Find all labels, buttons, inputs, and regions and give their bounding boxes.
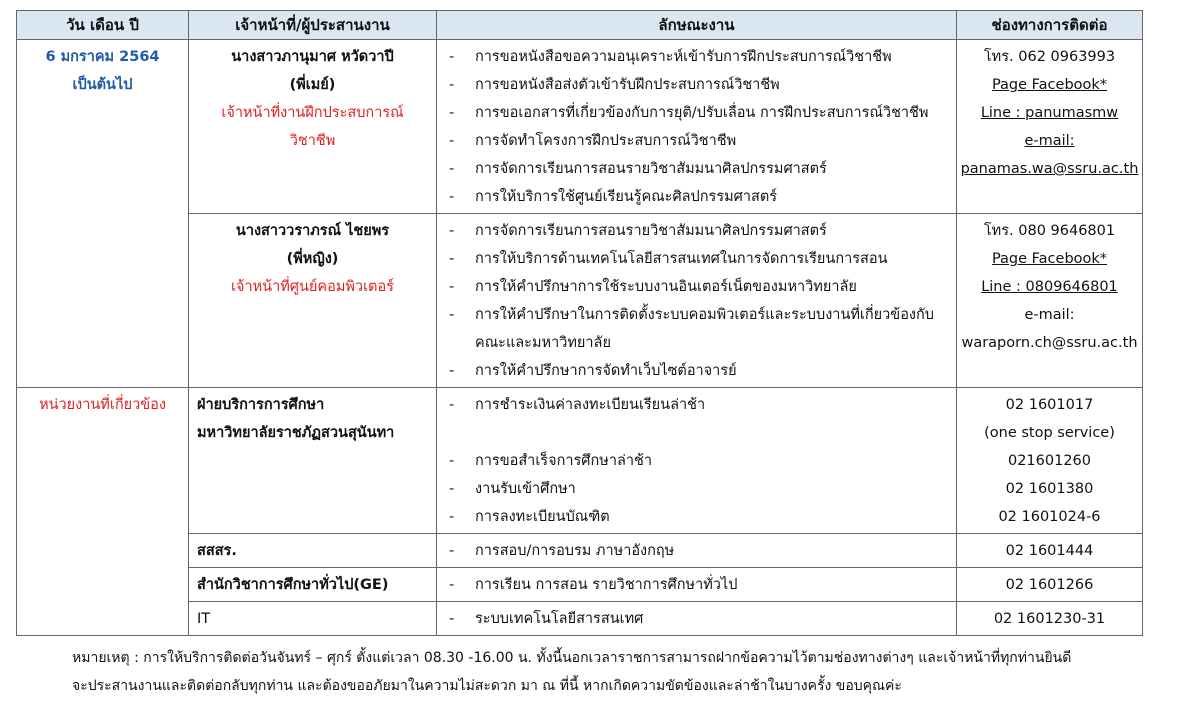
header-tasks: ลักษณะงาน [437,11,957,40]
tasks-cell [437,388,957,534]
unit-cell: IT [189,602,437,636]
date-suffix: เป็นต้นไป [72,77,133,93]
task-item: - การชำระเงินค่าลงทะเบียนเรียนล่าช้า [437,391,956,419]
task-item: - การให้บริการด้านเทคโนโลยีสารสนเทศในการจัดการเรียนการสอน [437,245,956,273]
task-item: - การขอเอกสารที่เกี่ยวข้องกับการยุติ/ปรับเลื่อน การฝึกประสบการณ์วิชาชีพ [437,99,956,127]
staff-nickname: (พี่เมย์) [289,77,336,93]
contact-table-sheet [16,10,1142,636]
task-item: - การให้คำปรึกษาการจัดทำเว็บไซต์อาจารย์ [437,357,956,385]
unit-name-cont: มหาวิทยาลัยราชภัฏสวนสุนันทา [197,425,395,441]
phone-text: โทร. 080 9646801 [983,223,1116,239]
facebook-link[interactable]: Page Facebook* [991,251,1108,267]
unit-cell: สำนักวิชาการศึกษาทั่วไป(GE) [189,568,437,602]
line-link[interactable]: Line : 0809646801 [981,279,1118,295]
facebook-link[interactable]: Page Facebook* [991,77,1108,93]
tasks-cell [437,214,957,388]
phone-text: 021601260 [1007,453,1092,469]
task-item: - การลงทะเบียนบัณฑิต [437,503,956,531]
staff-name: นางสาววราภรณ์ ไชยพร [235,223,390,239]
phone-text: โทร. 062 0963993 [983,49,1116,65]
email-label: e-mail: [1024,133,1075,149]
staff-role-cont: วิชาชีพ [289,133,336,149]
task-gap [437,419,956,447]
contact-cell: 02 1601444 [957,534,1143,568]
phone-text: 02 1601024-6 [998,509,1101,525]
staff-role: เจ้าหน้าที่งานฝึกประสบการณ์ [221,105,404,121]
date-cell [17,40,189,388]
header-staff: เจ้าหน้าที่/ผู้ประสานงาน [189,11,437,40]
task-item: - การจัดการเรียนการสอนรายวิชาสัมมนาศิลปกรรมศาสตร์ [437,155,956,183]
task-item: - การจัดการเรียนการสอนรายวิชาสัมมนาศิลปกรรมศาสตร์ [437,217,956,245]
header-contact: ช่องทางการติดต่อ [957,11,1143,40]
email-link[interactable]: waraporn.ch@ssru.ac.th [961,335,1138,351]
tasks-cell [437,40,957,214]
staff-cell [189,40,437,214]
header-date: วัน เดือน ปี [17,11,189,40]
footnote-line: จะประสานงานและติดต่อกลับทุกท่าน และต้องขออภัยมาในความไม่สะดวก มา ณ ที่นี้ หากเกิดความขัดข้องและล่าช้าในบางครั้ง ขอบคุณค่ะ [72,678,902,694]
date-text: 6 มกราคม 2564 [45,49,160,65]
contact-table [16,10,1143,636]
phone-text: 02 1601380 [1005,481,1094,497]
tasks-cell [437,568,957,602]
footnote [72,644,1172,700]
unit-cell: สสสร. [189,534,437,568]
contact-cell [957,40,1143,214]
task-item: - ระบบเทคโนโลยีสารสนเทศ [437,605,956,633]
task-item: - การให้บริการใช้ศูนย์เรียนรู้คณะศิลปกรรมศาสตร์ [437,183,956,211]
dept-cell: หน่วยงานที่เกี่ยวข้อง [17,388,189,636]
staff-role: เจ้าหน้าที่ศูนย์คอมพิวเตอร์ [231,279,394,295]
tasks-cell [437,534,957,568]
task-item: - การให้คำปรึกษาการใช้ระบบงานอินเตอร์เน็ตของมหาวิทยาลัย [437,273,956,301]
header-row [17,11,1143,40]
unit-cell [189,388,437,534]
tasks-cell [437,602,957,636]
contact-cell [957,388,1143,534]
phone-text: 02 1601017 [1005,397,1094,413]
task-item: - การขอหนังสือขอความอนุเคราะห์เข้ารับการฝึกประสบการณ์วิชาชีพ [437,43,956,71]
line-link[interactable]: Line : panumasmw [980,105,1119,121]
staff-name: นางสาวภานุมาศ หวัดวาปี [231,49,394,65]
task-item: - การขอสำเร็จการศึกษาล่าช้า [437,447,956,475]
email-label: e-mail: [1024,307,1075,323]
unit-name: ฝ่ายบริการการศึกษา [197,397,325,413]
footnote-line: หมายเหตุ : การให้บริการติดต่อวันจันทร์ – ศุกร์ ตั้งแต่เวลา 08.30 -16.00 น. ทั้งนี้นอกเวลาราชการสามารถฝากข้อความไว้ตามช่องทางต่างๆ และเจ้าหน้าที่ทุกท่านยินดี [72,650,1072,666]
table-row [17,40,1143,214]
task-item: - งานรับเข้าศึกษา [437,475,956,503]
task-item: - การเรียน การสอน รายวิชาการศึกษาทั่วไป [437,571,956,599]
contact-cell: 02 1601230-31 [957,602,1143,636]
task-item: - การสอบ/การอบรม ภาษาอังกฤษ [437,537,956,565]
staff-nickname: (พี่หญิง) [286,251,339,267]
task-item: - การจัดทำโครงการฝึกประสบการณ์วิชาชีพ [437,127,956,155]
contact-cell [957,214,1143,388]
staff-cell [189,214,437,388]
contact-cell: 02 1601266 [957,568,1143,602]
email-link[interactable]: panamas.wa@ssru.ac.th [960,161,1139,177]
table-row [17,388,1143,534]
service-label: (one stop service) [984,425,1115,441]
task-item: - การให้คำปรึกษาในการติดตั้งระบบคอมพิวเตอร์และระบบงานที่เกี่ยวข้องกับคณะและมหาวิทยาลัย [437,301,956,357]
task-item: - การขอหนังสือส่งตัวเข้ารับฝึกประสบการณ์วิชาชีพ [437,71,956,99]
